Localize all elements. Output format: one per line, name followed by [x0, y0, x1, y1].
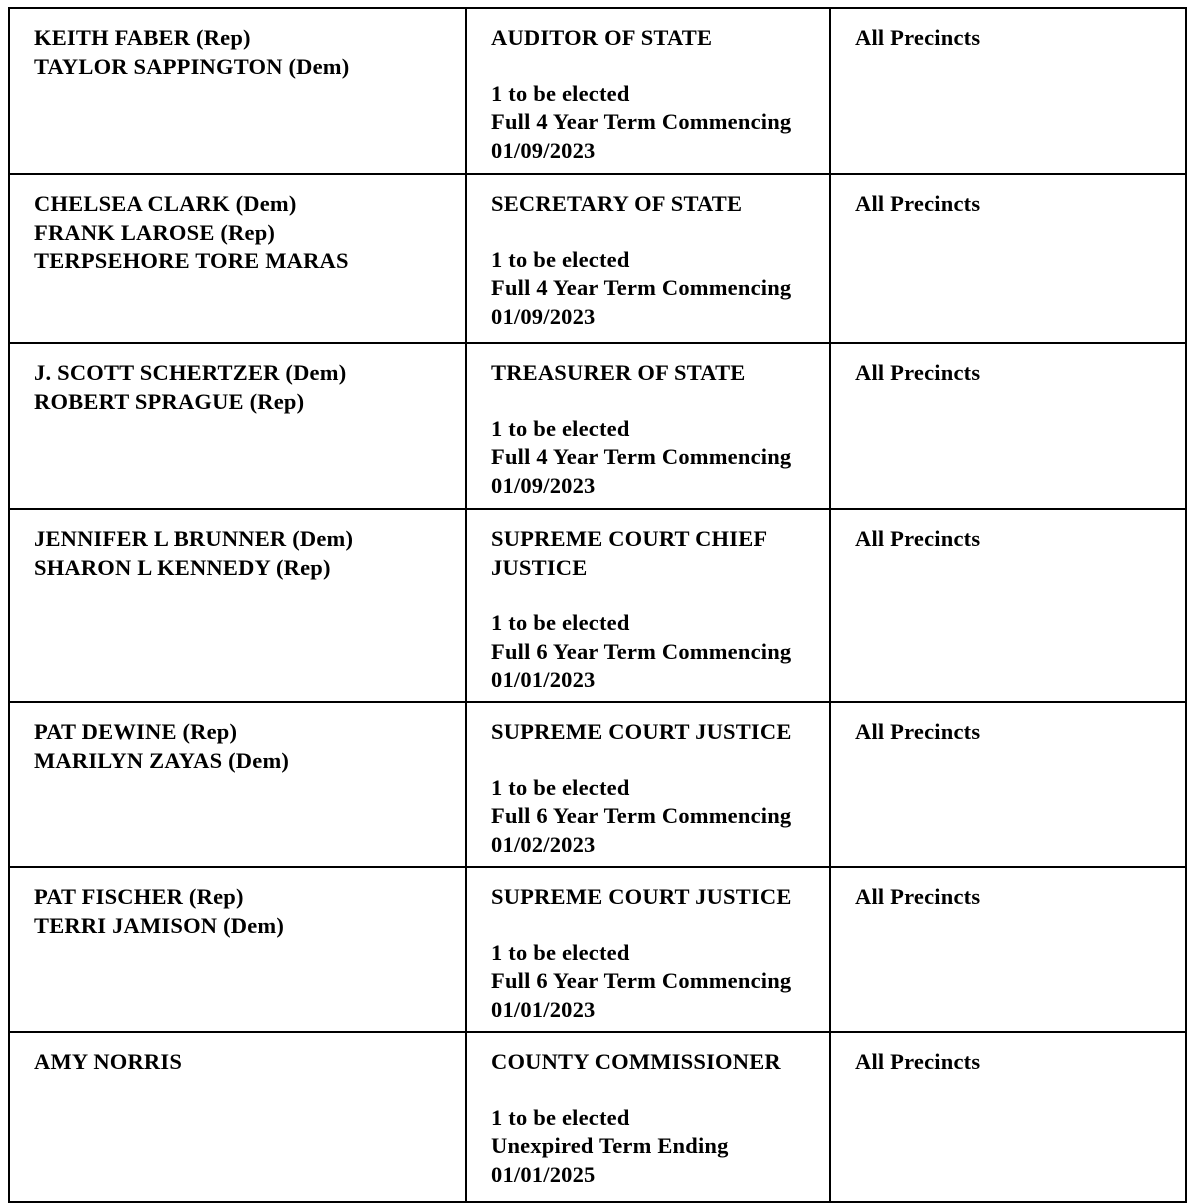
- term-description: Unexpired Term Ending 01/01/2025: [491, 1133, 729, 1187]
- office-cell: [466, 8, 830, 174]
- office-title: SUPREME COURT CHIEF JUSTICE: [491, 526, 767, 580]
- area-cell: [830, 702, 1186, 867]
- candidate-name: CHELSEA CLARK (Dem): [34, 191, 297, 216]
- candidate-name: SHARON L KENNEDY (Rep): [34, 554, 331, 580]
- office-title: TREASURER OF STATE: [491, 360, 746, 385]
- seats-to-elect: 1 to be elected: [491, 246, 630, 272]
- office-title: COUNTY COMMISSIONER: [491, 1049, 781, 1074]
- precinct-scope: All Precincts: [855, 360, 981, 385]
- office-title: SUPREME COURT JUSTICE: [491, 884, 792, 909]
- candidate-name: PAT FISCHER (Rep): [34, 884, 244, 909]
- candidates-cell: [9, 343, 466, 509]
- office-cell: [466, 867, 830, 1032]
- seats-to-elect: 1 to be elected: [491, 774, 630, 800]
- candidate-name: FRANK LAROSE (Rep): [34, 219, 276, 245]
- candidates-cell: [9, 867, 466, 1032]
- area-cell: [830, 174, 1186, 343]
- area-cell: [830, 867, 1186, 1032]
- office-cell: [466, 174, 830, 343]
- precinct-scope: All Precincts: [855, 884, 981, 909]
- term-description: Full 4 Year Term Commencing 01/09/2023: [491, 109, 792, 163]
- term-description: Full 6 Year Term Commencing 01/02/2023: [491, 803, 792, 857]
- candidate-name: J. SCOTT SCHERTZER (Dem): [34, 360, 347, 385]
- office-cell: [466, 509, 830, 702]
- race-row: [9, 509, 1186, 702]
- area-cell: [830, 343, 1186, 509]
- candidate-name: TERPSEHORE TORE MARAS: [34, 248, 349, 273]
- candidates-cell: [9, 509, 466, 702]
- candidate-name: PAT DEWINE (Rep): [34, 719, 238, 744]
- precinct-scope: All Precincts: [855, 526, 981, 551]
- seats-to-elect: 1 to be elected: [491, 1104, 630, 1130]
- race-row: [9, 343, 1186, 509]
- seats-to-elect: 1 to be elected: [491, 80, 630, 106]
- race-row: [9, 702, 1186, 867]
- candidates-cell: [9, 174, 466, 343]
- term-description: Full 4 Year Term Commencing 01/09/2023: [491, 275, 792, 329]
- precinct-scope: All Precincts: [855, 191, 981, 216]
- area-cell: [830, 509, 1186, 702]
- candidates-cell: [9, 8, 466, 174]
- candidate-name: MARILYN ZAYAS (Dem): [34, 747, 290, 773]
- races-table: [8, 7, 1187, 1203]
- candidates-cell: [9, 702, 466, 867]
- precinct-scope: All Precincts: [855, 25, 981, 50]
- race-row: [9, 174, 1186, 343]
- candidate-name: JENNIFER L BRUNNER (Dem): [34, 526, 354, 551]
- candidate-name: TERRI JAMISON (Dem): [34, 912, 285, 938]
- seats-to-elect: 1 to be elected: [491, 610, 630, 635]
- race-row: [9, 1032, 1186, 1202]
- office-cell: [466, 343, 830, 509]
- candidate-name: KEITH FABER (Rep): [34, 25, 251, 50]
- candidate-name: TAYLOR SAPPINGTON (Dem): [34, 53, 350, 79]
- office-title: SUPREME COURT JUSTICE: [491, 719, 792, 744]
- race-row: [9, 8, 1186, 174]
- office-title: SECRETARY OF STATE: [491, 191, 743, 216]
- seats-to-elect: 1 to be elected: [491, 939, 630, 965]
- candidates-cell: [9, 1032, 466, 1202]
- term-description: Full 4 Year Term Commencing 01/09/2023: [491, 444, 792, 498]
- precinct-scope: All Precincts: [855, 719, 981, 744]
- office-cell: [466, 702, 830, 867]
- candidate-name: ROBERT SPRAGUE (Rep): [34, 388, 305, 414]
- area-cell: [830, 1032, 1186, 1202]
- precinct-scope: All Precincts: [855, 1049, 981, 1074]
- office-title: AUDITOR OF STATE: [491, 25, 713, 50]
- candidate-name: AMY NORRIS: [34, 1049, 183, 1074]
- area-cell: [830, 8, 1186, 174]
- race-row: [9, 867, 1186, 1032]
- seats-to-elect: 1 to be elected: [491, 415, 630, 441]
- term-description: Full 6 Year Term Commencing 01/01/2023: [491, 638, 792, 692]
- term-description: Full 6 Year Term Commencing 01/01/2023: [491, 968, 792, 1022]
- office-cell: [466, 1032, 830, 1202]
